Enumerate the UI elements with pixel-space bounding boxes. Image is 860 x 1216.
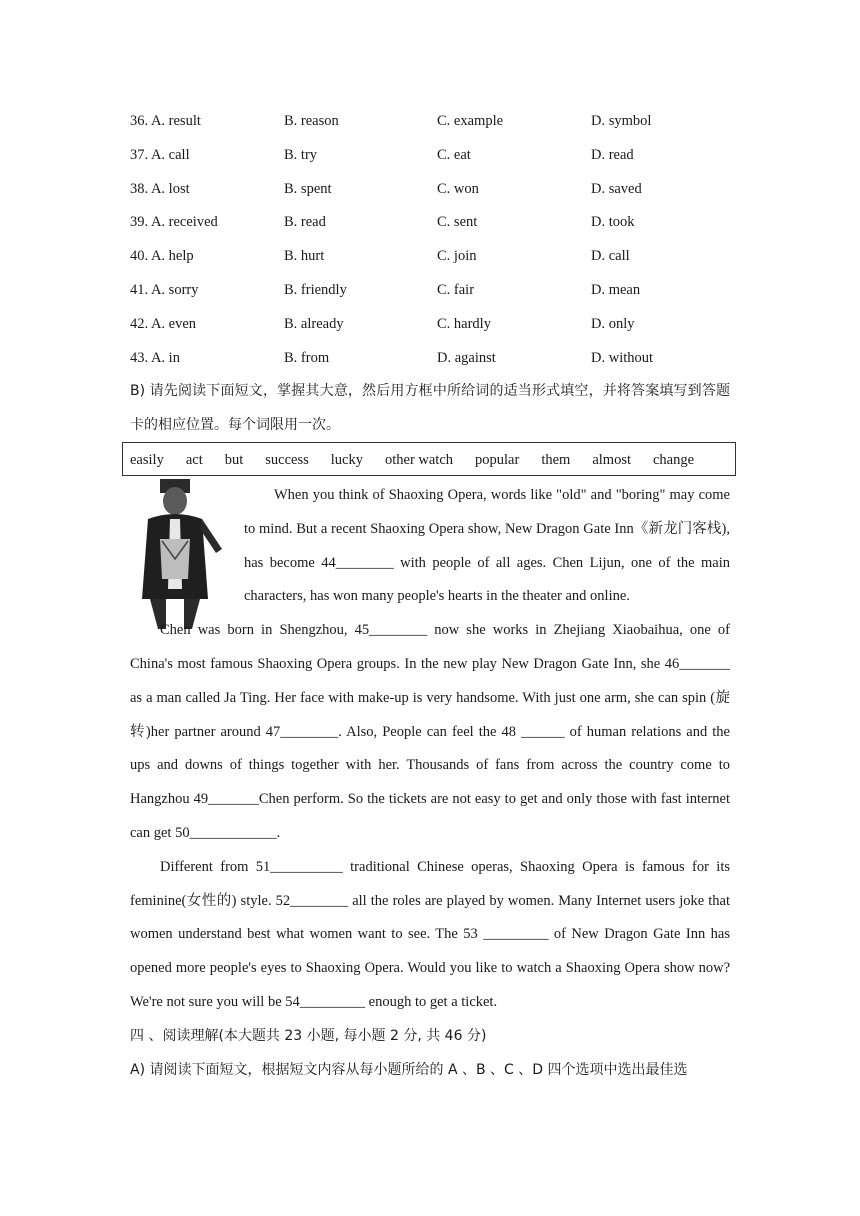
word-box-item: them [541, 452, 571, 468]
option-row-43 [130, 342, 730, 376]
option-c: C. hardly [437, 315, 491, 332]
word-box-item: change [653, 452, 695, 468]
option-a: 36. A. result [130, 113, 201, 129]
article-paragraph-2: Chen was born in Shengzhou, 45________ now she works in Zhejiang Xiaobaihua, one of China's most famous Shaoxing Opera groups. In the new play New Dragon Gate Inn, she 46_______ as a man called Ja Ting. Her face with make-up is very handsome. With just one arm, she can spin (旋转)her partner around 47________. Also, People can feel the 48 ______ of human relations and the ups and downs of things together with her. Thousands of fans from across the country come to Hangzhou 49_______Chen perform. So the tickets are not easy to get and only those with fast internet can get 50____________. [130, 622, 730, 841]
opera-figure [130, 479, 244, 614]
opera-performer-illustration [130, 479, 230, 629]
article-paragraph-1: When you think of Shaoxing Opera, words like "old" and "boring" may come to mind. But a recent Shaoxing Opera show, New Dragon Gate Inn《新龙门客栈), has become 44________ with people of all ages. Chen Lijun, one of the main characters, has won many people's hearts in the theater and online. [244, 487, 730, 605]
article-paragraph-3: Different from 51__________ traditional Chinese operas, Shaoxing Opera is famous for its feminine(女性的) style. 52________ all the roles are played by women. Many Internet users joke that women understand best what women want to see. The 53 _________ of New Dragon Gate Inn has opened more people's eyes to Shaoxing Opera. Would you like to watch a Shaoxing Opera show now? We're not sure you will be 54_________ enough to get a ticket. [130, 858, 730, 1010]
option-row-36 [130, 105, 730, 139]
option-row-40 [130, 240, 730, 274]
option-row-39 [130, 206, 730, 240]
word-box-item: lucky [330, 452, 363, 468]
option-c: C. example [437, 113, 504, 129]
word-box-item: but [224, 452, 244, 468]
word-box [122, 442, 736, 476]
word-box-item: other watch [384, 452, 454, 468]
section-four-heading: 四 、阅读理解(本大题共 23 小题, 每小题 2 分, 共 46 分) [130, 1027, 487, 1044]
option-row-41 [130, 274, 730, 308]
option-a: 39. A. received [130, 214, 218, 231]
option-d: D. read [591, 146, 634, 163]
option-a: 37. A. call [130, 146, 190, 163]
option-d: D. saved [591, 180, 642, 197]
option-d: D. only [591, 315, 635, 332]
option-a: 43. A. in [130, 349, 180, 366]
section-a-instruction: A) 请阅读下面短文，根据短文内容从每小题所给的 A 、B 、C 、D 四个选项中选出最佳选 [130, 1061, 688, 1078]
option-c: C. won [437, 180, 479, 197]
option-c: C. sent [437, 214, 478, 231]
option-c: C. eat [437, 146, 471, 163]
option-b: B. spent [284, 180, 332, 197]
option-row-42 [130, 308, 730, 342]
option-a: 38. A. lost [130, 180, 190, 197]
option-b: B. from [284, 349, 330, 366]
article [130, 479, 730, 1087]
option-a: 42. A. even [130, 315, 197, 332]
option-c: C. fair [437, 281, 475, 298]
option-c: C. join [437, 248, 477, 265]
option-b: B. read [284, 214, 326, 231]
option-row-38 [130, 173, 730, 207]
word-box-item: act [185, 452, 203, 468]
word-box-item: almost [592, 452, 631, 468]
word-box-item: popular [475, 452, 520, 468]
option-b: B. hurt [284, 248, 325, 265]
exam-page [130, 105, 730, 1078]
option-d: D. mean [591, 281, 641, 298]
option-d: D. symbol [591, 113, 652, 129]
option-d: D. without [591, 349, 654, 366]
option-c: D. against [437, 349, 496, 366]
word-box-item: easily [130, 452, 164, 468]
word-box-item: success [265, 452, 309, 468]
options-list [130, 105, 730, 375]
option-b: B. already [284, 315, 344, 332]
option-b: B. friendly [284, 281, 347, 298]
option-d: D. call [591, 248, 630, 265]
option-row-37 [130, 139, 730, 173]
option-a: 40. A. help [130, 248, 194, 265]
section-b-instruction: B) 请先阅读下面短文，掌握其大意，然后用方框中所给词的适当形式填空，并将答案填写到答题卡的相应位置。每个词限用一次。 [130, 383, 730, 434]
option-d: D. took [591, 214, 635, 231]
option-b: B. reason [284, 113, 339, 129]
option-a: 41. A. sorry [130, 281, 199, 298]
option-b: B. try [284, 146, 318, 163]
